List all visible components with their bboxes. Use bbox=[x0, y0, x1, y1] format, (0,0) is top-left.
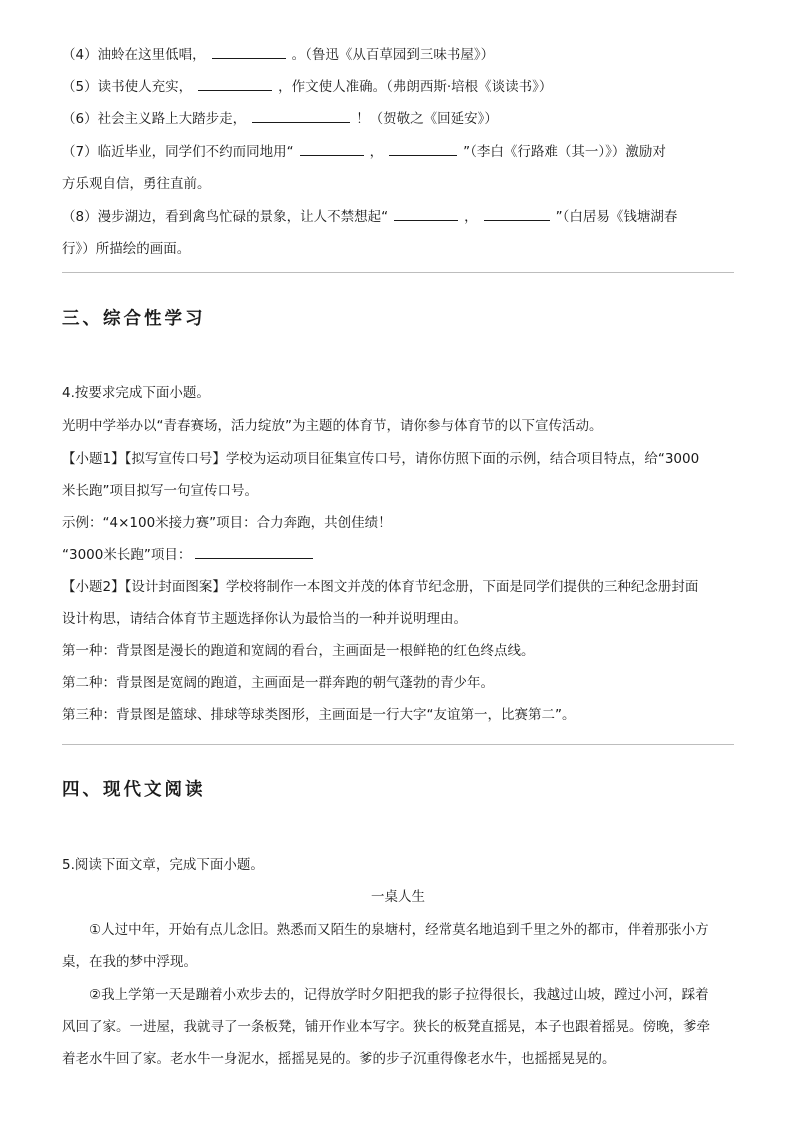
subquestion-1-line1: 【小题1】【拟写宣传口号】学校为运动项目征集宣传口号，请你仿照下面的示例，结合项目特点，给“3000 bbox=[62, 451, 700, 467]
slogan-example: 示例：“4×100米接力赛”项目：合力奔跑，共创佳绩！ bbox=[62, 515, 392, 531]
slogan-answer-label: “3000米长跑”项目： bbox=[62, 547, 192, 563]
answer-blank[interactable] bbox=[198, 77, 272, 91]
question-8-line2: 行》）所描绘的画面。 bbox=[62, 241, 191, 257]
question-8-comma: ， bbox=[464, 209, 478, 225]
subquestion-2-line2: 设计构思，请结合体育节主题选择你认为最恰当的一种并说明理由。 bbox=[62, 611, 467, 627]
paragraph-2-line1: ②我上学第一天是蹦着小欢步去的，记得放学时夕阳把我的影子拉得很长，我越过山坡，蹚过小河，踩着 bbox=[89, 987, 709, 1003]
subquestion-2-line1: 【小题2】【设计封面图案】学校将制作一本图文并茂的体育节纪念册，下面是同学们提供的三种纪念册封面 bbox=[62, 579, 699, 595]
slogan-answer-line bbox=[62, 545, 742, 565]
question-5-intro: 5.阅读下面文章，完成下面小题。 bbox=[62, 857, 264, 873]
section-divider bbox=[62, 272, 734, 273]
question-6-source: ！（贺敬之《回延安》） bbox=[356, 111, 498, 127]
answer-blank[interactable] bbox=[389, 142, 457, 156]
paragraph-1-line1: ①人过中年，开始有点儿念旧。熟悉而又陌生的泉塘村，经常莫名地追到千里之外的都市，伴着那张小方 bbox=[89, 922, 709, 938]
cover-option-1: 第一种：背景图是漫长的跑道和宽阔的看台，主画面是一根鲜艳的红色终点线。 bbox=[62, 643, 535, 659]
paragraph-2-line2: 风回了家。一进屋，我就寻了一条板凳，铺开作业本写字。狭长的板凳直摇晃，本子也跟着摇晃。傍晚，爹牵 bbox=[62, 1019, 710, 1035]
answer-blank[interactable] bbox=[252, 109, 350, 123]
subquestion-1-line2: 米长跑”项目拟写一句宣传口号。 bbox=[62, 483, 258, 499]
question-7-source: ”（李白《行路难（其一）》）激励对 bbox=[463, 144, 666, 160]
cover-option-2: 第二种：背景图是宽阔的跑道，主画面是一群奔跑的朝气蓬勃的青少年。 bbox=[62, 675, 494, 691]
question-4-intro: 4.按要求完成下面小题。 bbox=[62, 385, 210, 401]
answer-blank[interactable] bbox=[484, 207, 550, 221]
paragraph-1-line2: 桌，在我的梦中浮现。 bbox=[62, 954, 197, 970]
question-4-line bbox=[62, 45, 742, 65]
question-5-text: （5）读书使人充实， bbox=[62, 79, 193, 95]
section-3-title: 三、综合性学习 bbox=[62, 309, 206, 329]
question-4-text: （4）油蛉在这里低唱， bbox=[62, 47, 206, 63]
question-5-line bbox=[62, 77, 742, 97]
slogan-answer-blank[interactable] bbox=[195, 545, 313, 559]
question-8-source: ”（白居易《钱塘湖春 bbox=[555, 209, 678, 225]
answer-blank[interactable] bbox=[212, 45, 286, 59]
article-title: 一桌人生 bbox=[371, 889, 425, 905]
question-8-text: （8）漫步湖边，看到禽鸟忙碌的景象，让人不禁想起“ bbox=[62, 209, 389, 225]
question-4-context: 光明中学举办以“青春赛场，活力绽放”为主题的体育节，请你参与体育节的以下宣传活动。 bbox=[62, 418, 603, 434]
cover-option-3: 第三种：背景图是篮球、排球等球类图形，主画面是一行大字“友谊第一，比赛第二”。 bbox=[62, 707, 576, 723]
section-4-title: 四、现代文阅读 bbox=[62, 780, 206, 800]
question-6-text: （6）社会主义路上大踏步走， bbox=[62, 111, 247, 127]
question-7-line bbox=[62, 142, 742, 162]
question-5-source: ，作文使人准确。（弗朗西斯·培根《谈读书》） bbox=[278, 79, 553, 95]
paragraph-2-line3: 着老水牛回了家。老水牛一身泥水，摇摇晃晃的。爹的步子沉重得像老水牛，也摇摇晃晃的。 bbox=[62, 1051, 616, 1067]
section-divider bbox=[62, 744, 734, 745]
answer-blank[interactable] bbox=[300, 142, 364, 156]
question-8-line bbox=[62, 207, 742, 227]
question-7-comma: ， bbox=[369, 144, 384, 160]
question-7-text: （7）临近毕业，同学们不约而同地用“ bbox=[62, 144, 294, 160]
answer-blank[interactable] bbox=[394, 207, 458, 221]
question-4-source: 。（鲁迅《从百草园到三味书屋》） bbox=[291, 47, 495, 63]
question-7-line2: 方乐观自信，勇往直前。 bbox=[62, 176, 211, 192]
question-6-line bbox=[62, 109, 742, 129]
